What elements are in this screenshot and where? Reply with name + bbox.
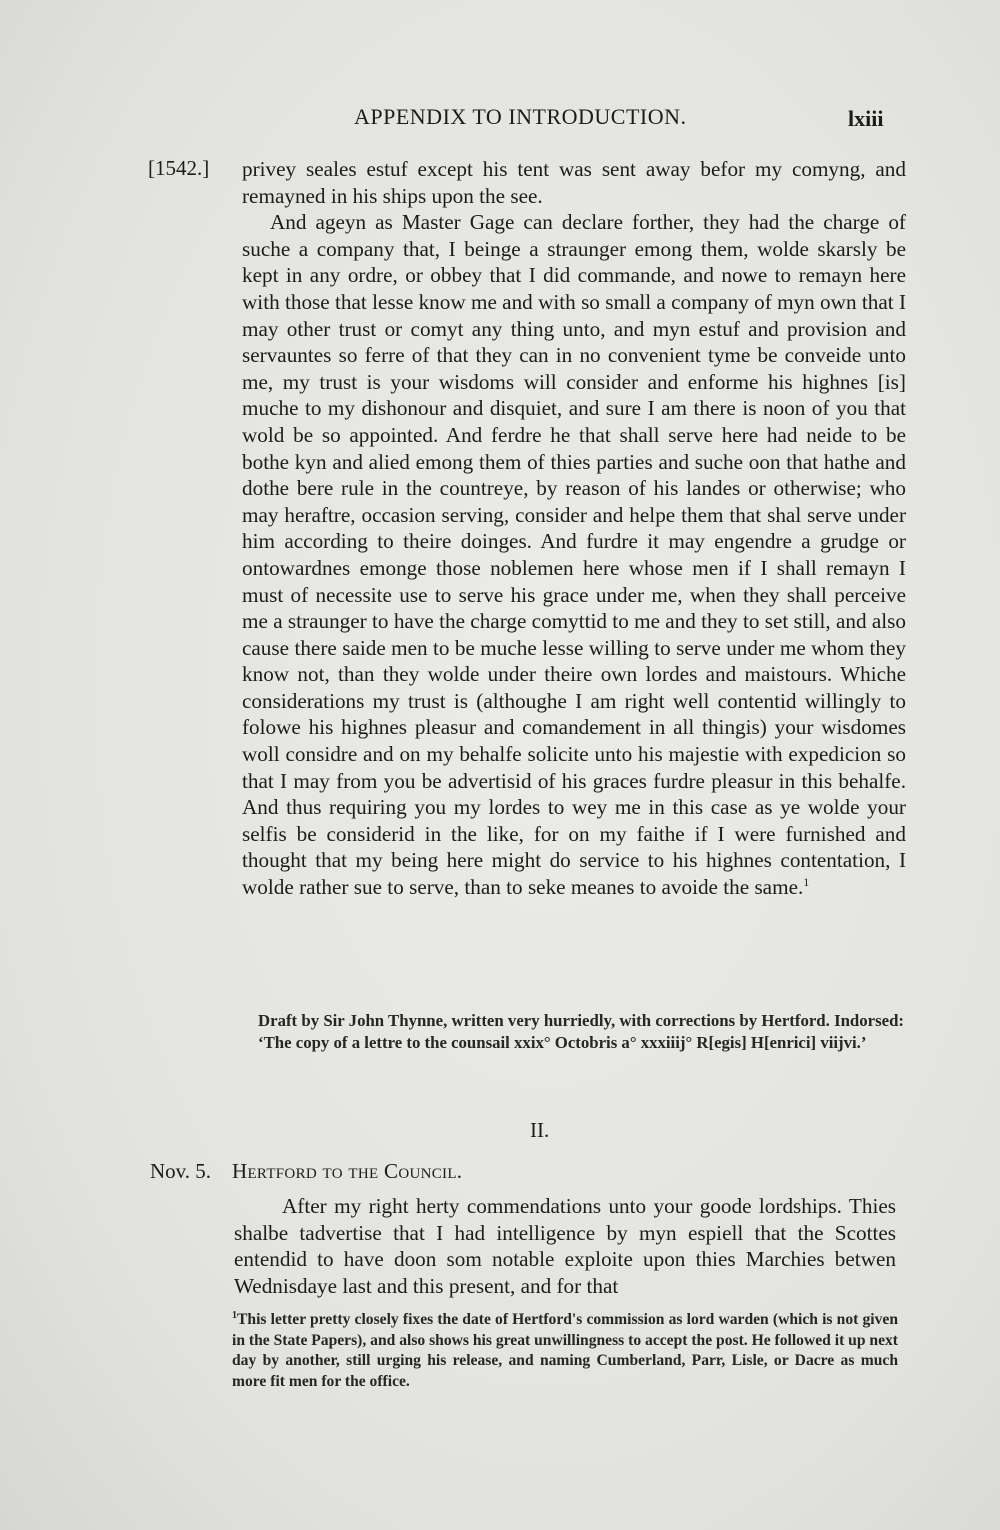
- footnote-text: This letter pretty closely fixes the date of Hertford's commission as lord warden (which is not given in the State Papers), and also shows his great unwillingness to accept the post. He followed it up next day by another, still urging his release, and naming Cumberland, Parr, Lisle, or Dacre as much more fit men for the office.: [232, 1311, 898, 1390]
- footnote: [232, 1310, 898, 1392]
- footnote-marker: 1: [232, 1309, 237, 1321]
- draft-note: Draft by Sir John Thynne, written very hurriedly, with corrections by Hertford. Indorsed: ‘The copy of a lettre to the counsail xxix° Octobris a° xxxiiij° R[egis] H[enrici] viijvi.’: [258, 1011, 904, 1052]
- running-title: APPENDIX TO INTRODUCTION.: [354, 104, 687, 129]
- paragraph-text: And ageyn as Master Gage can declare forther, they had the charge of suche a company that, I beinge a straunger emong them, wolde skarsly be kept in any ordre, or obbey that I did commande, and nowe to remayn here with those that lesse know me and with so small a company of myn own that I may other trust or comyt any thing unto, and myn estuf and provision and servauntes so ferre of that they can in no convenient tyme be conveide unto me, my trust is your wisdoms will consider and enforme his highnes [is] muche to my dishonour and disquiet, and sure I am there is noon of you that wold be so appointed. And ferdre he that shall serve here had neide to be bothe kyn and alied emong them of thies parties and suche oon that hathe and dothe bere rule in the countreye, by reason of his landes or otherwise; who may heraftre, occasion serving, consider and helpe them that shal serve under him according to theire doinges. And furdre it may engendre a grudge or ontowardnes emonge those noblemen here whose men if I shall remayn I must of necessite use to serve his grace under me, when they shall perceive me a straunger to have the charge comyttid to me and they to set still, and also cause there saide men to be muche lesse willing to serve under me whom they know not, than they wolde under theire own lordes and maistours. Whiche considerations my trust is (althoughe I am right well contentid willingly to folowe his highnes pleasur and comandement in all thingis) your wisdomes woll considre and on my behalfe solicite unto his majestie with expedicion so that I may from you be advertisid of his graces furdre pleasur in this behalfe. And thus requiring you my lordes to wey me in this case as ye wolde your selfis be considerid in the like, for on my faithe if I were furnished and thought that my being here might do service to his highnes contentation, I wolde rather sue to serve, than to seke meanes to avoide the same.: [242, 210, 906, 900]
- paragraph: [242, 209, 906, 900]
- letter-heading: Hertford to the Council.: [232, 1159, 463, 1183]
- margin-date: Nov. 5.: [150, 1159, 212, 1183]
- section-numeral: II.: [530, 1118, 550, 1142]
- page-number: lxiii: [848, 106, 884, 131]
- letter-one-body: [242, 156, 906, 901]
- paragraph: privey seales estuf except his tent was sent away befor my comyng, and remayned in his ships upon the see.: [242, 157, 906, 208]
- letter-two-body: [234, 1193, 896, 1299]
- paragraph: After my right herty commendations unto your goode lordships. Thies shalbe tadvertise that I had intelligence by myn espiell that the Scottes entendid to have doon som notable exploite upon thies Marchies betwen Wednisdaye last and this present, and for that: [234, 1194, 896, 1298]
- footnote-marker: 1: [803, 874, 810, 889]
- margin-year: [1542.]: [148, 156, 210, 180]
